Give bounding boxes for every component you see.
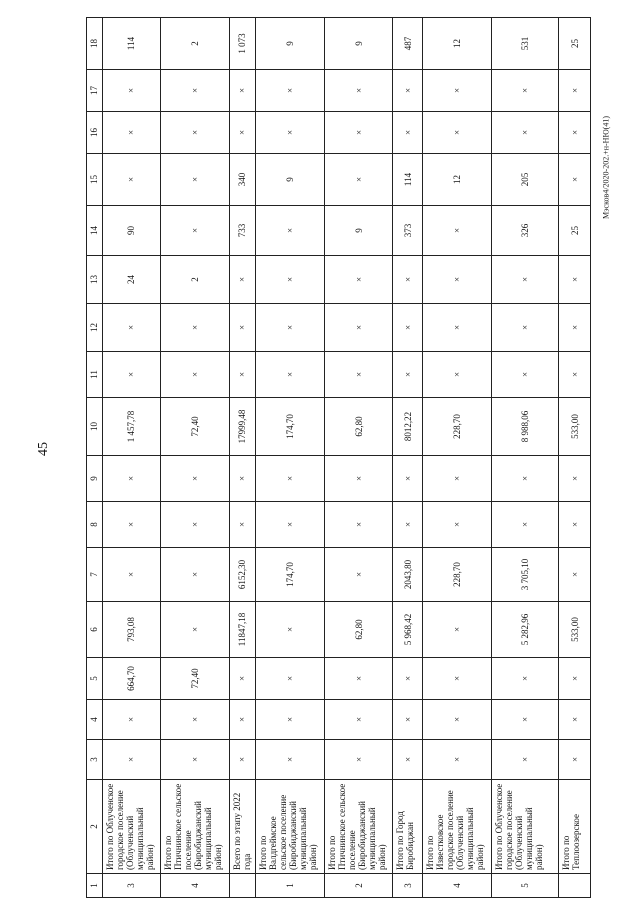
table-cell: ×: [393, 700, 423, 740]
table-cell: ×: [229, 456, 255, 502]
table-cell: ×: [229, 502, 255, 548]
table-cell: ×: [491, 70, 559, 112]
table-cell: 664,70: [102, 658, 160, 700]
table-cell: ×: [324, 658, 393, 700]
table-cell: 114: [102, 18, 160, 70]
table-cell: ×: [491, 352, 559, 398]
table-cell: ×: [559, 352, 591, 398]
table-cell: ×: [422, 740, 491, 780]
table-cell: 9: [324, 18, 393, 70]
table-cell: ×: [229, 112, 255, 154]
table-cell: 25: [559, 206, 591, 256]
table-cell: 174,70: [256, 398, 325, 456]
table-cell: ×: [393, 456, 423, 502]
table-cell: ×: [102, 352, 160, 398]
table-cell: ×: [559, 256, 591, 304]
table-cell: ×: [102, 112, 160, 154]
table-cell: ×: [422, 658, 491, 700]
table-cell: ×: [102, 548, 160, 602]
table-cell: 9: [324, 206, 393, 256]
table-cell: ×: [256, 658, 325, 700]
table-cell: ×: [491, 112, 559, 154]
table-row: [229, 18, 255, 898]
table-cell: ×: [422, 112, 491, 154]
table-row: [324, 18, 393, 898]
table-cell: 8 988,06: [491, 398, 559, 456]
table-cell: ×: [559, 304, 591, 352]
table-cell: ×: [559, 548, 591, 602]
table-cell: ×: [422, 456, 491, 502]
table-cell: 205: [491, 154, 559, 206]
table-cell: ×: [393, 502, 423, 548]
table-cell: ×: [102, 456, 160, 502]
table-row: [559, 18, 591, 898]
column-number-header: 15: [87, 154, 103, 206]
table-cell: ×: [256, 502, 325, 548]
table-row: [491, 18, 559, 898]
column-number-header: 16: [87, 112, 103, 154]
table-cell: ×: [559, 740, 591, 780]
table-cell: 62,80: [324, 602, 393, 658]
table-cell: 326: [491, 206, 559, 256]
table-cell: ×: [491, 256, 559, 304]
table-cell: 2: [160, 256, 229, 304]
data-table: [86, 17, 591, 898]
table-cell: ×: [324, 740, 393, 780]
table-cell: ×: [160, 70, 229, 112]
table-cell: ×: [324, 352, 393, 398]
table-cell: ×: [324, 112, 393, 154]
table-cell: 2: [160, 18, 229, 70]
table-cell: 733: [229, 206, 255, 256]
column-number-header: 17: [87, 70, 103, 112]
table-cell: ×: [422, 256, 491, 304]
table-cell: 5 968,42: [393, 602, 423, 658]
table-cell: ×: [102, 70, 160, 112]
table-cell: ×: [324, 700, 393, 740]
table-cell: 228,70: [422, 398, 491, 456]
column-number-header: 10: [87, 398, 103, 456]
table-cell: 4: [422, 874, 491, 898]
table-row: [102, 18, 160, 898]
table-row: [393, 18, 423, 898]
table-cell: ×: [160, 602, 229, 658]
table-cell: ×: [393, 112, 423, 154]
table-cell: ×: [422, 70, 491, 112]
table-cell: ×: [229, 352, 255, 398]
table-cell: ×: [229, 700, 255, 740]
table-cell: ×: [160, 700, 229, 740]
table-cell: ×: [160, 206, 229, 256]
table-cell: ×: [393, 740, 423, 780]
table-cell: 12: [422, 18, 491, 70]
table-cell: ×: [491, 304, 559, 352]
table-row: [256, 18, 325, 898]
column-number-header: 9: [87, 456, 103, 502]
row-name-cell: Всего по этапу 2022 года: [229, 780, 255, 874]
table-cell: ×: [491, 658, 559, 700]
table-cell: 487: [393, 18, 423, 70]
table-cell: ×: [256, 256, 325, 304]
table-cell: ×: [393, 304, 423, 352]
table-cell: ×: [102, 304, 160, 352]
table-cell: ×: [256, 740, 325, 780]
document-code-note: Мэсков4/2020-202.+н-НЮ(41): [601, 115, 611, 220]
table-cell: ×: [229, 658, 255, 700]
table-cell: 8012,22: [393, 398, 423, 456]
table-cell: ×: [393, 70, 423, 112]
column-number-header: 18: [87, 18, 103, 70]
table-cell: 9: [256, 18, 325, 70]
table-cell: 114: [393, 154, 423, 206]
table-cell: ×: [422, 206, 491, 256]
table-cell: 531: [491, 18, 559, 70]
table-cell: 72,40: [160, 658, 229, 700]
table-cell: 90: [102, 206, 160, 256]
table-cell: 2043,80: [393, 548, 423, 602]
table-cell: ×: [559, 700, 591, 740]
table-cell: ×: [324, 256, 393, 304]
table-cell: ×: [229, 256, 255, 304]
table-cell: [559, 874, 591, 898]
column-number-header: 6: [87, 602, 103, 658]
table-cell: ×: [256, 456, 325, 502]
table-cell: ×: [229, 740, 255, 780]
table-cell: ×: [422, 304, 491, 352]
table-cell: ×: [422, 352, 491, 398]
table-cell: ×: [393, 658, 423, 700]
table-cell: ×: [160, 502, 229, 548]
table-cell: ×: [559, 70, 591, 112]
table-cell: ×: [256, 700, 325, 740]
table-cell: 1: [256, 874, 325, 898]
table-cell: 3: [393, 874, 423, 898]
table-cell: 373: [393, 206, 423, 256]
rotated-table-wrapper: [86, 18, 591, 898]
table-cell: ×: [324, 456, 393, 502]
row-name-cell: Итого по Облученское городское поселение (Облученский муниципальный район): [102, 780, 160, 874]
table-cell: ×: [324, 70, 393, 112]
table-cell: ×: [422, 700, 491, 740]
row-name-cell: Итого по Город Биробиджан: [393, 780, 423, 874]
table-cell: ×: [324, 154, 393, 206]
table-cell: 72,40: [160, 398, 229, 456]
table-cell: 2: [324, 874, 393, 898]
column-number-header: 2: [87, 780, 103, 874]
table-cell: 793,08: [102, 602, 160, 658]
table-cell: 5: [491, 874, 559, 898]
table-cell: ×: [160, 154, 229, 206]
table-cell: ×: [102, 700, 160, 740]
table-cell: ×: [256, 70, 325, 112]
table-cell: ×: [102, 740, 160, 780]
table-cell: 11847,18: [229, 602, 255, 658]
table-cell: 228,70: [422, 548, 491, 602]
table-cell: 1 457,78: [102, 398, 160, 456]
table-cell: ×: [422, 602, 491, 658]
table-cell: ×: [102, 154, 160, 206]
table-cell: ×: [491, 700, 559, 740]
column-number-header: 14: [87, 206, 103, 256]
table-cell: 3 705,10: [491, 548, 559, 602]
column-number-header: 11: [87, 352, 103, 398]
row-name-cell: Итого по Теплоозерское: [559, 780, 591, 874]
table-cell: ×: [393, 352, 423, 398]
column-number-header: 8: [87, 502, 103, 548]
table-cell: ×: [324, 304, 393, 352]
page-number: 45: [36, 442, 51, 456]
row-name-cell: Итого по Птичнинское сельское поселение (Биробиджанский муниципальный район): [324, 780, 393, 874]
row-name-cell: Итого по Валдгеймское сельское поселение (Биробиджанский муниципальный район): [256, 780, 325, 874]
table-cell: ×: [324, 502, 393, 548]
table-cell: ×: [559, 154, 591, 206]
table-cell: ×: [160, 112, 229, 154]
column-number-header: 4: [87, 700, 103, 740]
row-name-cell: Итого по Птичнинское сельское поселение (Биробиджанский муниципальный район): [160, 780, 229, 874]
table-cell: 6152,30: [229, 548, 255, 602]
column-number-header: 7: [87, 548, 103, 602]
table-cell: ×: [256, 112, 325, 154]
table-cell: [229, 874, 255, 898]
table-cell: ×: [324, 548, 393, 602]
table-cell: 17999,48: [229, 398, 255, 456]
table-cell: 533,00: [559, 602, 591, 658]
table-cell: ×: [160, 304, 229, 352]
table-cell: ×: [559, 112, 591, 154]
column-number-header: 12: [87, 304, 103, 352]
table-cell: ×: [559, 456, 591, 502]
table-cell: 25: [559, 18, 591, 70]
column-number-header: 5: [87, 658, 103, 700]
table-cell: ×: [256, 352, 325, 398]
table-cell: ×: [491, 502, 559, 548]
table-cell: ×: [256, 602, 325, 658]
table-cell: ×: [256, 206, 325, 256]
table-cell: 340: [229, 154, 255, 206]
table-cell: ×: [229, 304, 255, 352]
table-cell: ×: [491, 456, 559, 502]
table-cell: 1 073: [229, 18, 255, 70]
table-cell: 5 282,96: [491, 602, 559, 658]
table-cell: ×: [393, 256, 423, 304]
row-name-cell: Итого по Известковское городское поселение (Облученский муниципальный район): [422, 780, 491, 874]
table-cell: 12: [422, 154, 491, 206]
table-body: [87, 18, 591, 898]
table-row: [160, 18, 229, 898]
table-cell: 4: [160, 874, 229, 898]
column-number-header: 13: [87, 256, 103, 304]
table-cell: 24: [102, 256, 160, 304]
table-cell: 533,00: [559, 398, 591, 456]
table-cell: 9: [256, 154, 325, 206]
table-cell: ×: [422, 502, 491, 548]
header-row: [87, 18, 103, 898]
table-cell: 62,80: [324, 398, 393, 456]
table-cell: ×: [256, 304, 325, 352]
table-cell: ×: [559, 502, 591, 548]
table-row: [422, 18, 491, 898]
table-cell: ×: [102, 502, 160, 548]
table-cell: ×: [160, 456, 229, 502]
table-cell: ×: [160, 352, 229, 398]
table-cell: 3: [102, 874, 160, 898]
table-cell: ×: [160, 740, 229, 780]
row-name-cell: Итого по Облученское городское поселение (Облученский муниципальный район): [491, 780, 559, 874]
table-cell: ×: [491, 740, 559, 780]
column-number-header: 3: [87, 740, 103, 780]
column-number-header: 1: [87, 874, 103, 898]
table-cell: ×: [160, 548, 229, 602]
table-cell: ×: [559, 658, 591, 700]
table-cell: 174,70: [256, 548, 325, 602]
table-cell: ×: [229, 70, 255, 112]
